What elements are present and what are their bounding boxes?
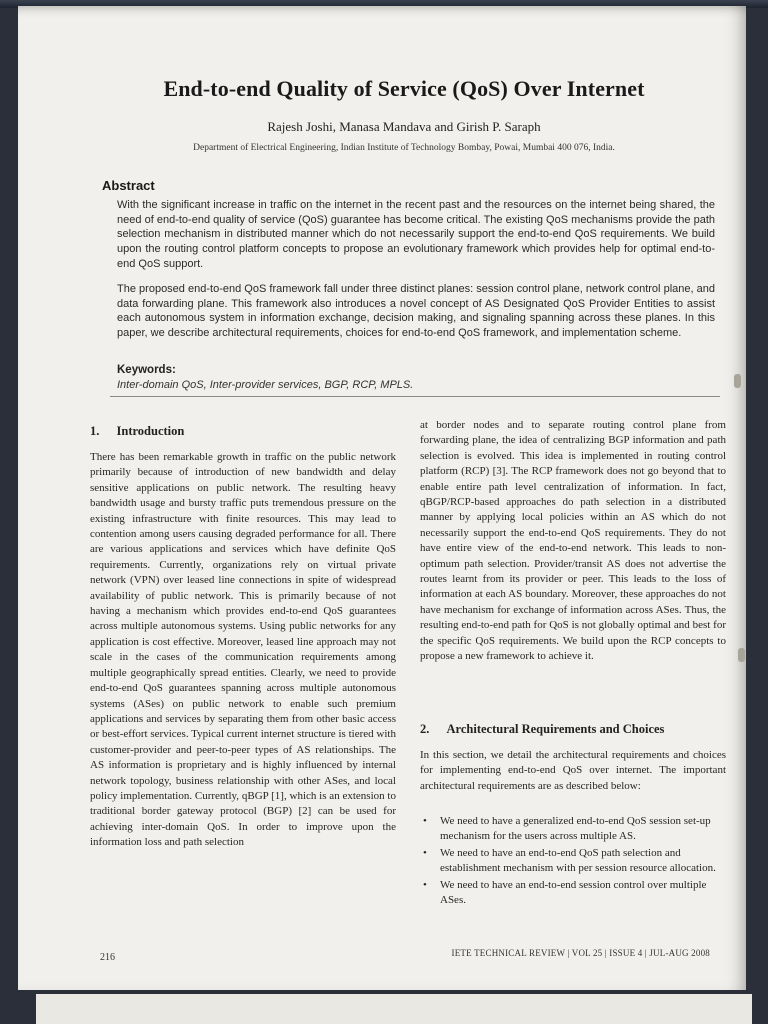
abstract-paragraph-2: The proposed end-to-end QoS framework fall under three distinct planes: session control plane, network control plane, and data forwarding plane. This framework also introduces a novel concept of AS Designated QoS Provider Entities to assist each autonomous system in information exchange, decision making, and signaling spanning across these planes. In this paper, we describe architectural requirements, choices for end-to-end QoS framework, and implementation scheme. xyxy=(117,283,715,340)
list-item: • We need to have a generalized end-to-end QoS session set-up mechanism for the users across multiple AS. xyxy=(423,815,711,843)
bullet-symbol: • xyxy=(423,846,427,859)
binder-clip-mark xyxy=(734,374,741,388)
requirements-list xyxy=(420,814,726,909)
bullet-symbol: • xyxy=(423,878,427,891)
journal-footer: IETE TECHNICAL REVIEW | VOL 25 | ISSUE 4 | JUL-AUG 2008 xyxy=(451,948,710,958)
section-1-number: 1. xyxy=(90,424,100,438)
section-1-heading xyxy=(90,424,184,439)
page-number: 216 xyxy=(100,952,115,963)
binder-clip-mark xyxy=(738,648,745,662)
section-2-number: 2. xyxy=(420,722,430,736)
abstract-heading: Abstract xyxy=(102,178,155,193)
paper-title: End-to-end Quality of Service (QoS) Over Internet xyxy=(163,76,645,101)
keywords-text: Inter-domain QoS, Inter-provider services, BGP, RCP, MPLS. xyxy=(117,379,414,391)
list-item: • We need to have an end-to-end QoS path selection and establishment mechanism with per session resource allocation. xyxy=(423,846,716,875)
introduction-text: There has been remarkable growth in traffic on the public network primarily because of introduction of new bandwidth and delay sensitive applications on public network. The resulting heavy bandwidth usage and bursty traffic puts tremendous pressure on the existing infrastructure with finite resources. This may lead to contention among users causing degraded performance for all. There are various applications and services which have definite QoS requirements. Currently, organizations rely on virtual private network (VPN) over leased line connections in spite of widespread availability of public network. This is primarily because of not having a mechanism which provides end-to-end QoS guarantees across multiple autonomous systems. Using public networks for any application is cost effective. Moreover, leased line approach may not scale in the cases of the communication requirements among multiple geographically spread entities. Clearly, we need to provide end-to-end QoS guarantees spanning across multiple autonomous systems (ASes) on public network to enable such premium applications and services by separating them from other basic access or best-effort services. Typical current internet structure is tiered with customer-provider and peer-to-peer types of AS relationships. The AS information is proprietary and is highly influenced by internal network topology, business relationship with other ASes, and local policy implementation. Currently, qBGP [1], which is an extension to traditional border gateway protocol (BGP) [2] can be used for achieving inter-domain QoS. In order to improve upon the information loss and path selection xyxy=(90,451,396,849)
bullet-symbol: • xyxy=(423,815,427,827)
section-2-title: Architectural Requirements and Choices xyxy=(446,722,665,736)
next-page-edge xyxy=(36,994,752,1024)
section-2-heading xyxy=(420,722,664,737)
list-item: • We need to have an end-to-end session control over multiple ASes. xyxy=(423,878,707,907)
paper-page xyxy=(18,6,746,990)
paper-affiliation: Department of Electrical Engineering, Indian Institute of Technology Bombay, Powai, Mumbai 400 076, India. xyxy=(193,143,615,153)
section-2-text: In this section, we detail the architectural requirements and choices for implementing end-to-end QoS over internet. The important architectural requirements are as described below: xyxy=(420,749,726,792)
section-1-title: Introduction xyxy=(116,424,185,438)
abstract-paragraph-1: With the significant increase in traffic on the internet in the recent past and the resources on the internet being shared, the need of end-to-end quality of service (QoS) guarantee has become critical. The existing QoS mechanisms provide the path selection mechanism in distributed manner which do not necessarily support the end-to-end QoS requirements. We build upon the routing control platform concepts to propose an evolutionary framework which provides help for optimal end-to-end QoS support. xyxy=(117,199,715,270)
keywords-heading: Keywords: xyxy=(117,364,176,376)
paper-authors: Rajesh Joshi, Manasa Mandava and Girish P. Saraph xyxy=(267,119,541,134)
abstract-divider xyxy=(110,396,720,397)
column-2-text: at border nodes and to separate routing control plane from forwarding plane, the idea of centralizing BGP information and path selection is evolved. This idea is implemented in routing control platform (RCP) [3]. The RCP framework does not go beyond that to enable entire path level centralization of information. In fact, qBGP/RCP-based approaches do path selection in a distributed manner by applying local policies within an AS which do not necessarily support the end-to-end QoS requirements. They do not have entire view of the end-to-end network. This leads to non-optimum path selection. Provider/transit AS does not advertise the routes learnt from its provider or peer. This leads to the loss of information at each AS boundary. Moreover, these approaches do not have mechanism for exchange of information across ASes. Thus, the resulting end-to-end path for QoS is not globally optimal and best for the specific QoS requirements. We build upon the RCP concepts to propose a new framework to achieve it. xyxy=(420,419,726,663)
